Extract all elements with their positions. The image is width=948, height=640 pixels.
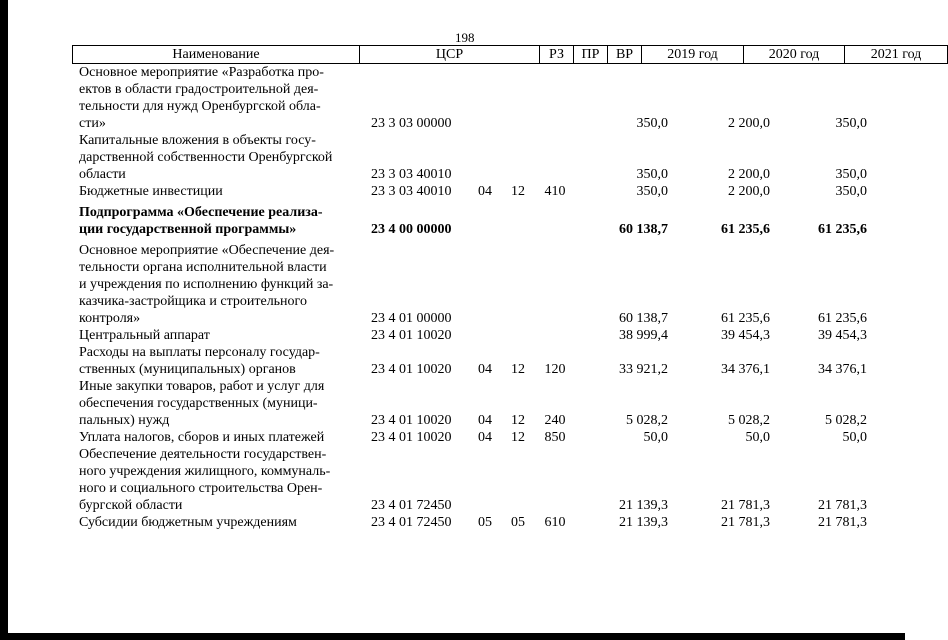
row-2020: 61 235,6 <box>721 222 770 237</box>
row-pr: 12 <box>511 430 525 445</box>
header-pr: ПР <box>573 45 608 64</box>
row-name: Субсидии бюджетным учреждениям <box>79 515 297 530</box>
row-2021: 50,0 <box>842 430 867 445</box>
row-2020: 34 376,1 <box>721 362 770 377</box>
scan-border-bottom <box>0 633 905 640</box>
row-csr: 23 4 01 10020 <box>371 362 452 377</box>
row-2019: 21 139,3 <box>619 498 668 513</box>
row-vr: 240 <box>544 413 566 428</box>
row-csr: 23 4 01 10020 <box>371 328 452 343</box>
row-rz: 04 <box>478 362 492 377</box>
row-csr: 23 4 01 72450 <box>371 515 452 530</box>
row-2021: 61 235,6 <box>818 222 867 237</box>
row-2021: 61 235,6 <box>818 311 867 326</box>
row-2020: 39 454,3 <box>721 328 770 343</box>
row-2019: 350,0 <box>636 167 668 182</box>
scan-border-left <box>0 0 8 640</box>
row-name: Расходы на выплаты персоналу государ- ственных (муниципальных) органов <box>79 345 320 377</box>
header-name: Наименование <box>72 45 360 64</box>
header-csr: ЦСР <box>359 45 540 64</box>
row-name: Уплата налогов, сборов и иных платежей <box>79 430 325 445</box>
row-2021: 21 781,3 <box>818 515 867 530</box>
row-name: Подпрограмма «Обеспечение реализа- ции государственной программы» <box>79 205 323 237</box>
row-rz: 05 <box>478 515 492 530</box>
row-2021: 39 454,3 <box>818 328 867 343</box>
row-2019: 60 138,7 <box>619 222 668 237</box>
row-csr: 23 4 01 10020 <box>371 413 452 428</box>
row-name: Бюджетные инвестиции <box>79 184 223 199</box>
row-csr: 23 3 03 40010 <box>371 184 452 199</box>
row-csr: 23 4 01 00000 <box>371 311 452 326</box>
row-2020: 2 200,0 <box>728 167 770 182</box>
row-vr: 120 <box>544 362 566 377</box>
row-2019: 50,0 <box>643 430 668 445</box>
row-name: Основное мероприятие «Разработка про- ектов в области градостроительной дея- тельности для нужд Оренбургской обла- сти» <box>79 65 324 131</box>
header-rz: РЗ <box>539 45 574 64</box>
header-2019: 2019 год <box>641 45 744 64</box>
row-csr: 23 3 03 00000 <box>371 116 452 131</box>
row-2019: 33 921,2 <box>619 362 668 377</box>
row-csr: 23 4 01 10020 <box>371 430 452 445</box>
row-2020: 21 781,3 <box>721 515 770 530</box>
row-rz: 04 <box>478 184 492 199</box>
row-vr: 410 <box>544 184 566 199</box>
row-2019: 350,0 <box>636 116 668 131</box>
row-2021: 350,0 <box>835 116 867 131</box>
row-2020: 2 200,0 <box>728 116 770 131</box>
row-2021: 21 781,3 <box>818 498 867 513</box>
row-pr: 12 <box>511 413 525 428</box>
row-name: Иные закупки товаров, работ и услуг для обеспечения государственных (муници- пальных) нужд <box>79 379 325 428</box>
row-vr: 610 <box>544 515 566 530</box>
row-2020: 2 200,0 <box>728 184 770 199</box>
row-rz: 04 <box>478 430 492 445</box>
row-pr: 12 <box>511 362 525 377</box>
page-number: 198 <box>455 30 475 45</box>
row-2021: 34 376,1 <box>818 362 867 377</box>
row-2021: 350,0 <box>835 184 867 199</box>
header-vr: ВР <box>607 45 642 64</box>
row-2020: 21 781,3 <box>721 498 770 513</box>
row-name: Основное мероприятие «Обеспечение дея- тельности органа исполнительной власти и учреждения по исполнению функций за- казчика-застройщика и строительного контроля» <box>79 243 335 326</box>
row-name: Центральный аппарат <box>79 328 210 343</box>
row-2019: 350,0 <box>636 184 668 199</box>
row-csr: 23 3 03 40010 <box>371 167 452 182</box>
row-2020: 5 028,2 <box>728 413 770 428</box>
row-rz: 04 <box>478 413 492 428</box>
row-csr: 23 4 00 00000 <box>371 222 452 237</box>
row-2019: 5 028,2 <box>626 413 668 428</box>
row-2019: 21 139,3 <box>619 515 668 530</box>
row-name: Обеспечение деятельности государствен- ного учреждения жилищного, коммуналь- ного и социального строительства Орен- бургской области <box>79 447 331 513</box>
header-2021: 2021 год <box>844 45 948 64</box>
row-2019: 38 999,4 <box>619 328 668 343</box>
row-2019: 60 138,7 <box>619 311 668 326</box>
row-2021: 5 028,2 <box>825 413 867 428</box>
row-pr: 12 <box>511 184 525 199</box>
row-2020: 61 235,6 <box>721 311 770 326</box>
row-pr: 05 <box>511 515 525 530</box>
row-csr: 23 4 01 72450 <box>371 498 452 513</box>
header-2020: 2020 год <box>743 45 845 64</box>
row-vr: 850 <box>544 430 566 445</box>
row-2020: 50,0 <box>745 430 770 445</box>
row-name: Капитальные вложения в объекты госу- дарственной собственности Оренбургской области <box>79 133 333 182</box>
table-header <box>72 45 922 64</box>
row-2021: 350,0 <box>835 167 867 182</box>
